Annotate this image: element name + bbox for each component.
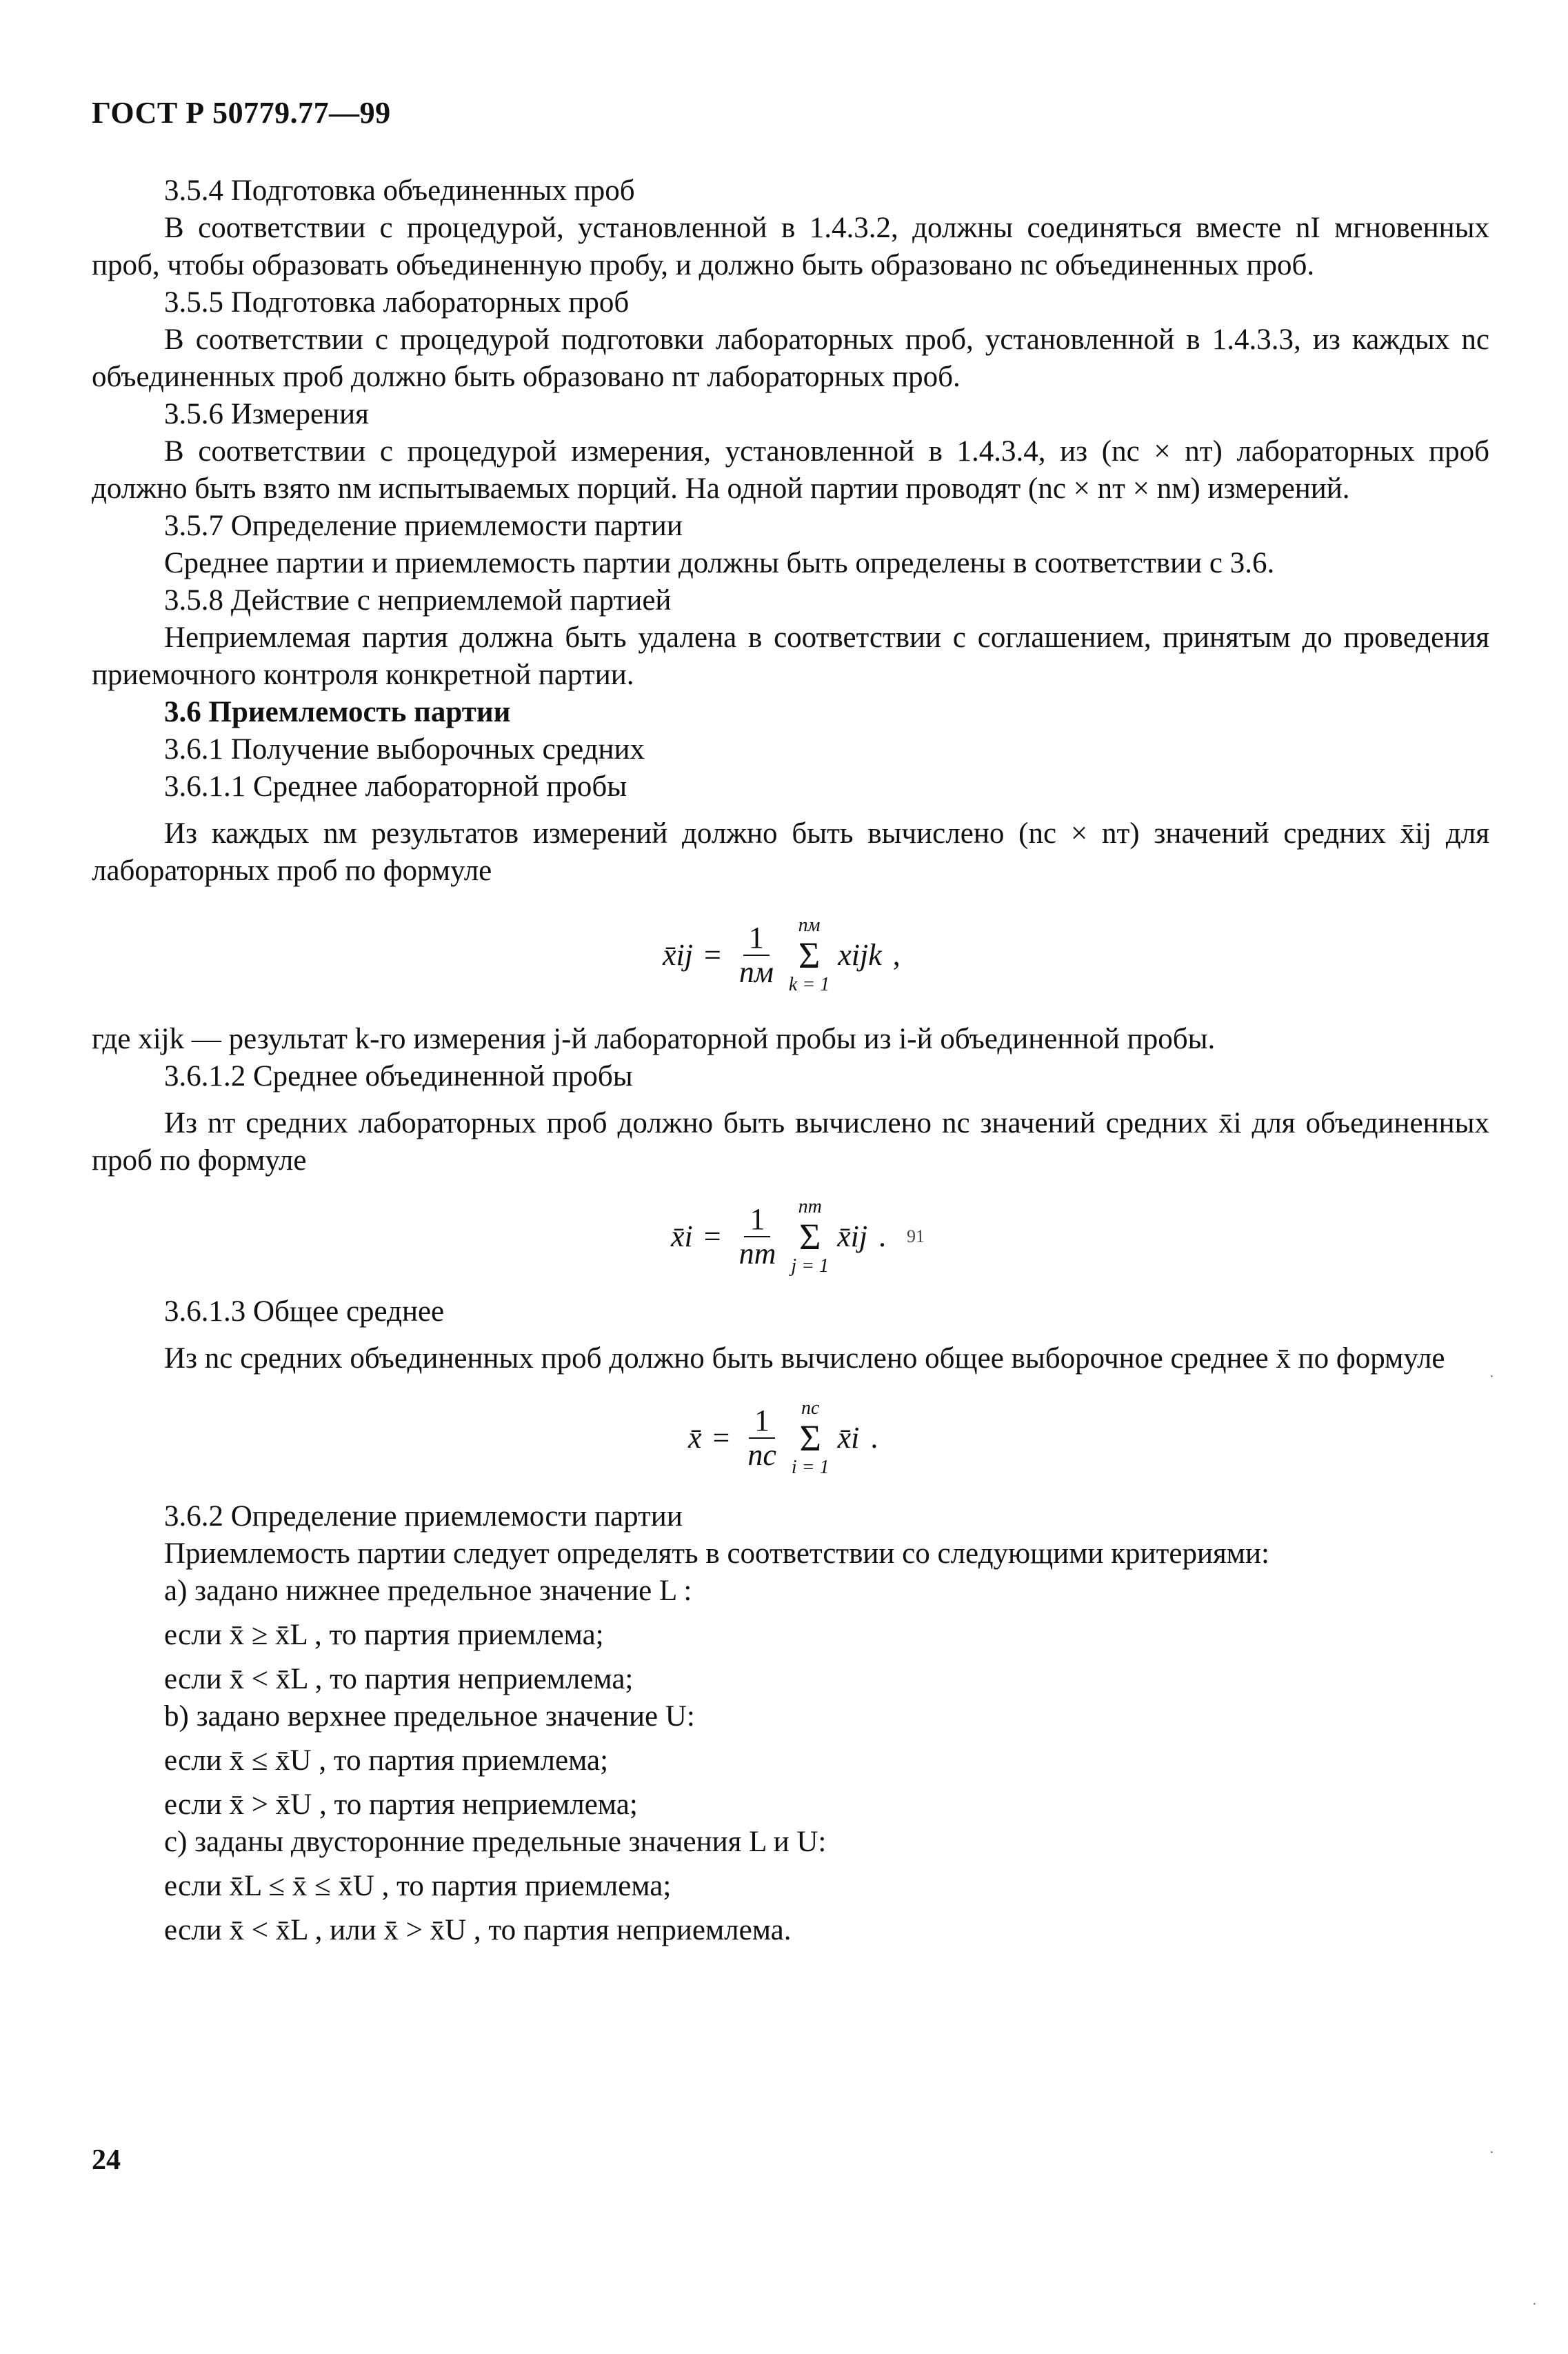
criterion-a-accept: если x̄ ≥ x̄L , то партия приемлема;: [164, 1619, 604, 1651]
formula-3-term: x̄i: [837, 1420, 860, 1455]
criterion-b-reject: если x̄ > x̄U , то партия неприемлема;: [164, 1788, 638, 1821]
criterion-c: с) заданы двусторонние предельные значения L и U:: [164, 1826, 827, 1858]
formula-1-denominator: nм: [738, 955, 774, 989]
formula-composite-sample-mean: [92, 1179, 1489, 1293]
criterion-a: а) задано нижнее предельное значение L :: [164, 1575, 692, 1607]
formula-2-lower-limit: j = 1: [791, 1255, 830, 1277]
section-3-5-8-text: Неприемлемая партия должна быть удалена в соответствии с соглашением, принятым до проведения приемочного контроля конкретной партии.: [92, 621, 1489, 691]
formula-2-numerator: 1: [744, 1203, 770, 1237]
section-3-6-1-3-title: 3.6.1.3 Общее среднее: [164, 1295, 445, 1328]
section-3-6-title: 3.6 Приемлемость партии: [164, 696, 511, 728]
section-3-5-4-text: В соответствии с процедурой, установленной в 1.4.3.2, должны соединяться вместе nI мгновенных проб, чтобы образовать объединенную пробу, и должно быть образовано nс объединенных проб.: [92, 212, 1489, 281]
section-3-6-2-text: Приемлемость партии следует определять в соответствии со следующими критериями:: [164, 1537, 1269, 1570]
section-3-6-1-1-text: Из каждых nм результатов измерений должно быть вычислено (nс × nт) значений средних x̄ij для лабораторных проб по формуле: [92, 817, 1489, 887]
formula-1-fraction: [739, 921, 774, 989]
formula-3-denominator: nс: [747, 1437, 776, 1472]
formula-2-fraction: [739, 1203, 776, 1270]
page-content: [92, 172, 1489, 1949]
criterion-b: b) задано верхнее предельное значение U:: [164, 1700, 695, 1733]
section-3-5-5-text: В соответствии с процедурой подготовки лабораторных проб, установленной в 1.4.3.3, из каждых nс объединенных проб должно быть образовано nт лабораторных проб.: [92, 323, 1489, 393]
section-3-5-4-title: 3.5.4 Подготовка объединенных проб: [164, 174, 635, 207]
sum-sign: Σ: [798, 935, 821, 976]
formula-3-lhs: x̄: [688, 1420, 702, 1455]
section-3-6-1-2-text: Из nт средних лабораторных проб должно быть вычислено nс значений средних x̄i для объединенных проб по формуле: [92, 1107, 1489, 1177]
formula-1-lhs: x̄ij: [663, 938, 693, 972]
formula-1-sum: [789, 915, 830, 995]
scan-speck: ·: [1489, 2145, 1494, 2160]
formula-1-term: xijk: [838, 938, 882, 972]
criterion-c-reject: если x̄ < x̄L , или x̄ > x̄U , то партия неприемлема.: [164, 1914, 792, 1946]
formula-2-sum: [791, 1197, 829, 1277]
section-3-6-1-title: 3.6.1 Получение выборочных средних: [164, 733, 645, 766]
formula-2-lhs: x̄i: [671, 1219, 693, 1253]
formula-2-upper-limit: nт: [798, 1195, 822, 1217]
formula-1-lower-limit: k = 1: [788, 974, 830, 995]
formula-3-numerator: 1: [749, 1404, 775, 1439]
section-3-6-1-1-where: где xijk — результат k-го измерения j-й лабораторной пробы из i-й объединенной пробы.: [92, 1023, 1216, 1055]
formula-grand-mean: [92, 1377, 1489, 1498]
formula-2-term: x̄ij: [837, 1219, 868, 1253]
formula-2-end: .: [878, 1219, 887, 1253]
formula-lab-sample-mean: [92, 890, 1489, 1021]
formula-1-equals: =: [703, 938, 721, 972]
formula-3-upper-limit: nс: [801, 1397, 820, 1419]
section-3-6-1-3-text: Из nс средних объединенных проб должно быть вычислено общее выборочное среднее x̄ по формуле: [164, 1342, 1445, 1375]
scan-speck: ·: [1489, 1369, 1494, 1384]
formula-3-equals: =: [712, 1420, 730, 1455]
formula-3-end: .: [870, 1420, 878, 1455]
criterion-a-reject: если x̄ < x̄L , то партия неприемлема;: [164, 1663, 634, 1695]
section-3-6-1-1-title: 3.6.1.1 Среднее лабораторной пробы: [164, 770, 627, 803]
criterion-b-accept: если x̄ ≤ x̄U , то партия приемлема;: [164, 1744, 609, 1777]
formula-2-equals: =: [703, 1219, 721, 1253]
sum-sign: Σ: [799, 1215, 821, 1257]
standard-header: ГОСТ Р 50779.77—99: [92, 96, 391, 130]
section-3-5-8-title: 3.5.8 Действие с неприемлемой партией: [164, 584, 672, 617]
criterion-c-accept: если x̄L ≤ x̄ ≤ x̄U , то партия приемлема;: [164, 1870, 672, 1902]
formula-3-lower-limit: i = 1: [791, 1456, 830, 1478]
section-3-6-1-2-title: 3.6.1.2 Среднее объединенной пробы: [164, 1060, 633, 1093]
section-3-5-6-title: 3.5.6 Измерения: [164, 398, 369, 430]
stray-mark: 91: [907, 1226, 925, 1246]
formula-3-fraction: [747, 1404, 776, 1472]
section-3-5-5-title: 3.5.5 Подготовка лабораторных проб: [164, 286, 630, 319]
scan-speck: ·: [1532, 2297, 1537, 2312]
formula-3-sum: [792, 1398, 830, 1478]
formula-1-numerator: 1: [743, 921, 770, 956]
page-number: 24: [92, 2144, 121, 2176]
formula-1-upper-limit: nм: [798, 915, 821, 936]
section-3-5-7-title: 3.5.7 Определение приемлемости партии: [164, 510, 683, 542]
section-3-5-7-text: Среднее партии и приемлемость партии должны быть определены в соответствии с 3.6.: [164, 547, 1275, 579]
formula-1-end: ,: [892, 938, 901, 972]
section-3-6-2-title: 3.6.2 Определение приемлемости партии: [164, 1500, 683, 1533]
sum-sign: Σ: [799, 1417, 821, 1459]
formula-2-denominator: nт: [738, 1236, 776, 1270]
section-3-5-6-text: В соответствии с процедурой измерения, установленной в 1.4.3.4, из (nс × nт) лабораторных проб должно быть взято nм испытываемых порций. На одной партии проводят (nс × nт × nм) измерений.: [92, 435, 1489, 505]
